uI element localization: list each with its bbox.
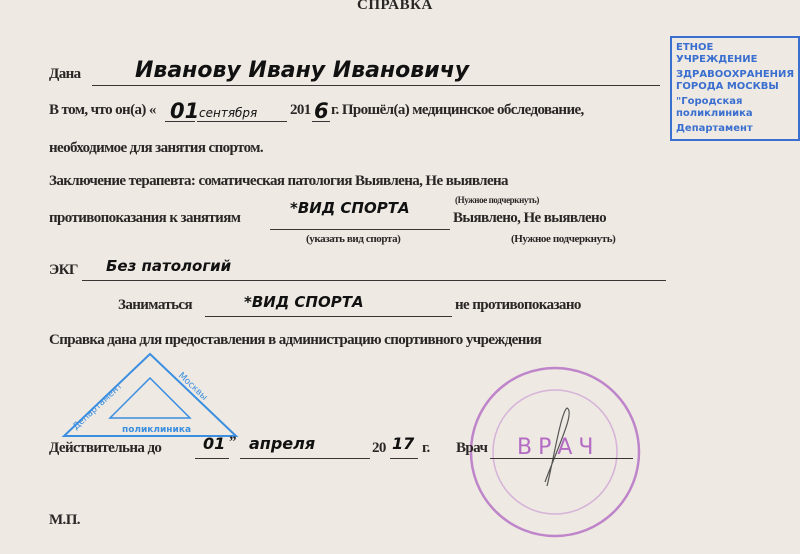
stamp-line: ЕТНОЕ УЧРЕЖДЕНИЕ bbox=[676, 42, 758, 65]
allowed-sport: *ВИД СПОРТА bbox=[244, 293, 364, 311]
ecg-value: Без патологий bbox=[106, 257, 232, 275]
triangle-stamp-text: Департамент bbox=[71, 381, 125, 433]
ecg-line bbox=[82, 280, 666, 281]
exam-suffix: г. Прошёл(а) медицинское обследование, bbox=[331, 102, 584, 118]
issued-to-value: Иванову Ивану Ивановичу bbox=[135, 58, 470, 83]
exam-year-suffix: 6 bbox=[314, 99, 329, 123]
document-title: СПРАВКА bbox=[357, 0, 433, 13]
stamp-line: Департамент bbox=[676, 123, 753, 134]
underline-hint: (Нужное подчеркнуть) bbox=[511, 233, 616, 245]
valid-year-line bbox=[390, 458, 418, 459]
allowed-line bbox=[205, 316, 452, 317]
triangle-stamp bbox=[60, 352, 240, 438]
exam-month: сентября bbox=[199, 106, 258, 120]
sport-hint: (указать вид спорта) bbox=[306, 233, 401, 245]
valid-year-unit: г. bbox=[422, 440, 430, 456]
exam-purpose: необходимое для занятия спортом. bbox=[49, 140, 264, 156]
contraindications-label: противопоказания к занятиям bbox=[49, 210, 241, 226]
contraindications-sport: *ВИД СПОРТА bbox=[290, 199, 410, 217]
issued-to-label: Дана bbox=[49, 66, 81, 82]
round-stamp-text: ВРАЧ bbox=[517, 435, 600, 460]
therapist-conclusion: Заключение терапевта: соматическая патология Выявлена, Не выявлена bbox=[49, 173, 508, 189]
round-stamp bbox=[465, 362, 645, 542]
doctor-signature-line bbox=[490, 458, 633, 459]
seal-label: М.П. bbox=[49, 512, 80, 528]
exam-day: 01 bbox=[170, 99, 200, 123]
rectangular-stamp bbox=[670, 36, 800, 141]
allowed-suffix: не противопоказано bbox=[455, 297, 581, 313]
valid-month-line bbox=[240, 458, 370, 459]
valid-day-quote: ” bbox=[229, 434, 236, 450]
contraindications-options: Выявлено, Не выявлено bbox=[453, 210, 606, 226]
triangle-stamp-text: Москвы bbox=[175, 370, 210, 403]
valid-day-line bbox=[195, 458, 229, 459]
underline-hint: (Нужное подчеркнуть) bbox=[455, 195, 539, 205]
purpose-statement: Справка дана для предоставления в администрацию спортивного учреждения bbox=[49, 332, 542, 348]
issued-to-line bbox=[92, 85, 660, 86]
valid-day: 01 bbox=[203, 434, 226, 453]
exam-prefix: В том, что он(а) « bbox=[49, 102, 156, 118]
allowed-label: Заниматься bbox=[118, 297, 193, 313]
triangle-stamp-text: поликлиника bbox=[122, 425, 192, 435]
ecg-label: ЭКГ bbox=[49, 262, 78, 278]
stamp-line: ЗДРАВООХРАНЕНИЯ ГОРОДА МОСКВЫ bbox=[676, 69, 795, 92]
contraindications-line bbox=[270, 229, 450, 230]
valid-month: апреля bbox=[249, 434, 316, 453]
valid-year-suffix: 17 bbox=[392, 434, 415, 453]
exam-year-prefix: 201 bbox=[290, 102, 311, 118]
valid-until-label: Действительна до bbox=[49, 440, 162, 456]
doctor-label: Врач bbox=[456, 440, 488, 456]
stamp-line: "Городская поликлиника bbox=[676, 96, 753, 119]
valid-year-prefix: 20 bbox=[372, 440, 386, 456]
exam-month-line bbox=[197, 121, 287, 122]
